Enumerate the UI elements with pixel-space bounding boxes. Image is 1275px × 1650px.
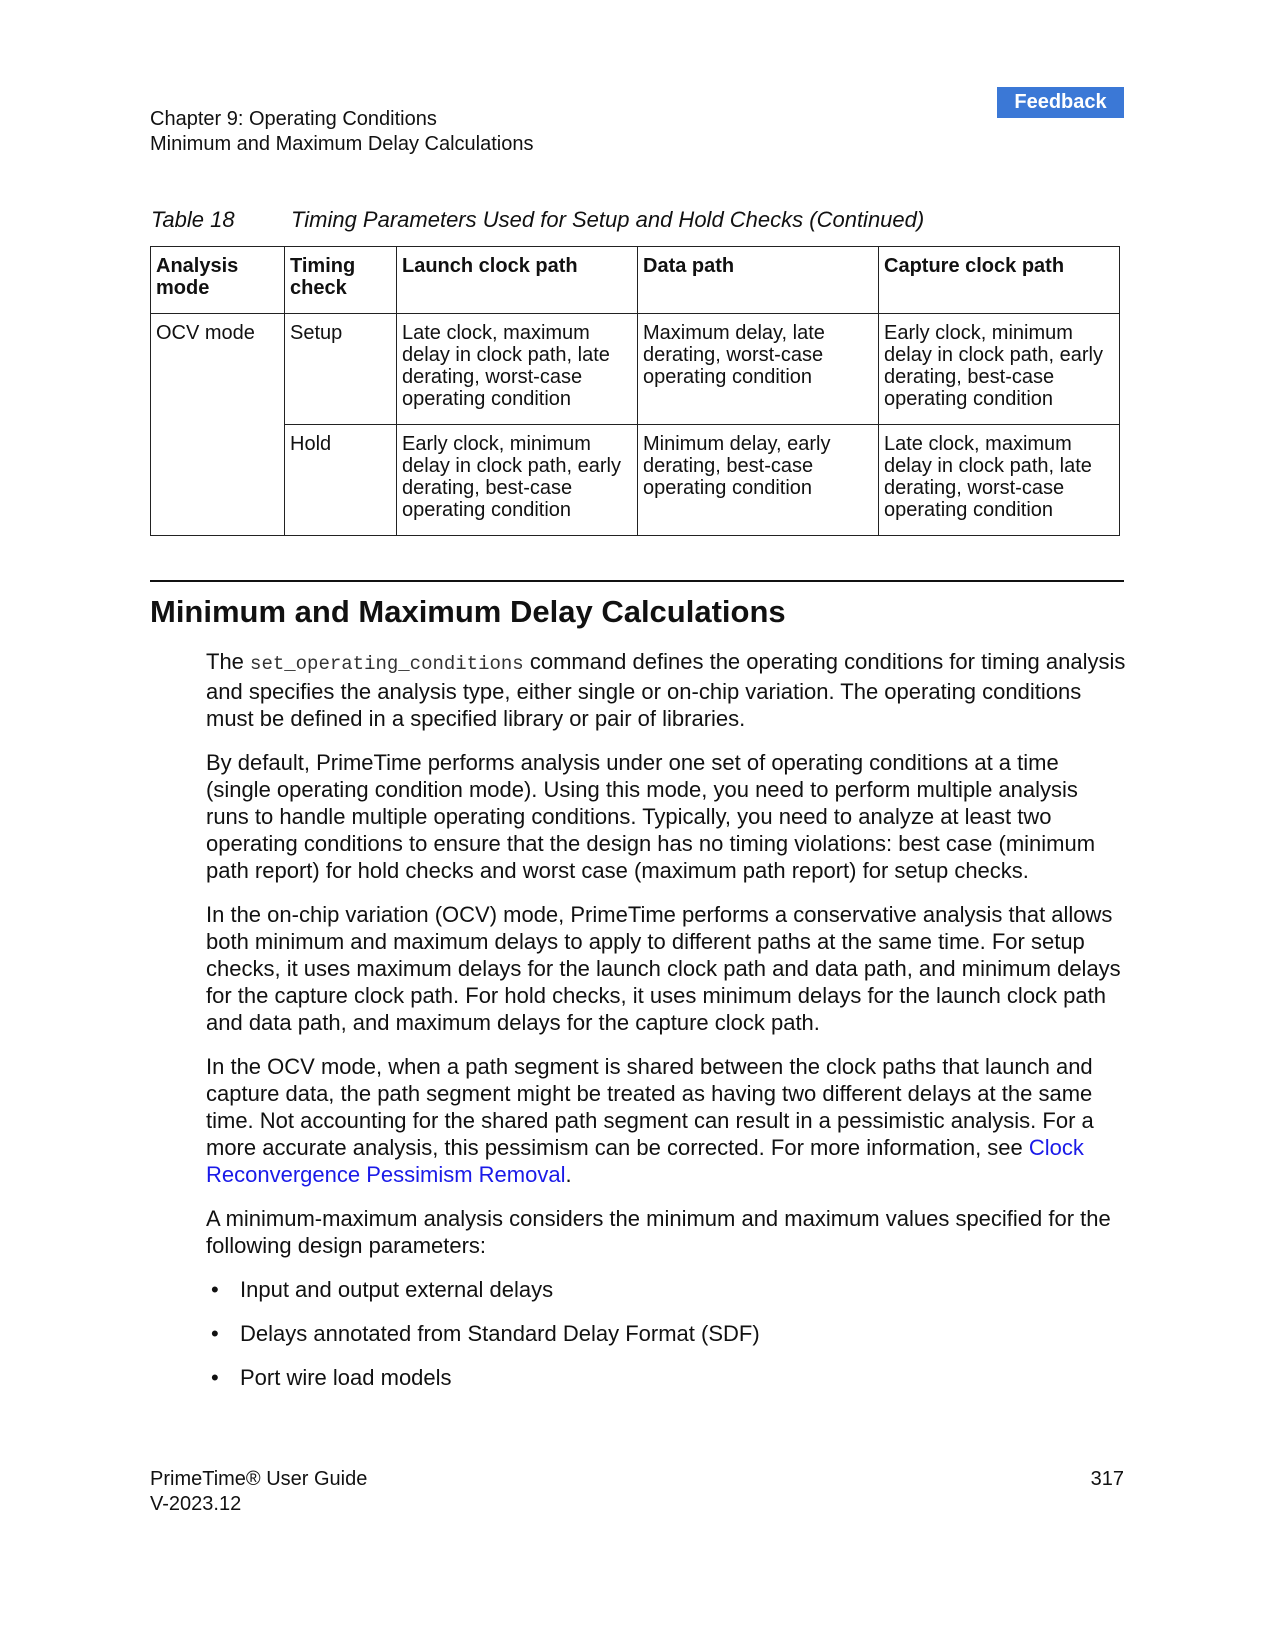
table-cell-mode: OCV mode	[151, 314, 285, 536]
list-item	[206, 1276, 1126, 1303]
paragraph	[206, 1053, 1126, 1188]
column-header: Capture clock path	[879, 247, 1120, 314]
design-parameter-list	[206, 1276, 1126, 1391]
table-cell-check: Setup	[285, 314, 397, 425]
table-cell-data: Minimum delay, early derating, best-case operating condition	[638, 425, 879, 536]
table-cell-launch: Early clock, minimum delay in clock path, early derating, best-case operating condition	[397, 425, 638, 536]
section-title: Minimum and Maximum Delay Calculations	[150, 133, 534, 155]
column-header: Data path	[638, 247, 879, 314]
table-row	[151, 425, 1120, 536]
body-text	[206, 648, 1126, 1408]
guide-title: PrimeTime® User Guide	[150, 1468, 368, 1490]
table-cell-data: Maximum delay, late derating, worst-case operating condition	[638, 314, 879, 425]
table-number: Table 18	[151, 207, 235, 232]
list-item-text: Input and output external delays	[240, 1277, 554, 1302]
table-cell-launch: Late clock, maximum delay in clock path, late derating, worst-case operating condition	[397, 314, 638, 425]
bullet-icon: •	[211, 1277, 219, 1302]
chapter-title: Chapter 9: Operating Conditions	[150, 108, 437, 130]
paragraph-text: The	[206, 649, 244, 674]
section-divider	[150, 580, 1124, 582]
footer-left	[150, 1467, 367, 1517]
column-header: Launch clock path	[397, 247, 638, 314]
paragraph	[206, 648, 1126, 732]
paragraph: By default, PrimeTime performs analysis under one set of operating conditions at a time (single operating condition mode). Using this mode, you need to perform multiple analysis runs to handle multiple operating conditions. Typically, you need to analyze at least two operating conditions to ensure that the design has no timing violations: best case (minimum path report) for hold checks and worst case (maximum path report) for setup checks.	[206, 750, 1096, 883]
list-item	[206, 1364, 1126, 1391]
feedback-button[interactable]: Feedback	[997, 87, 1124, 118]
table-caption	[151, 207, 924, 233]
paragraph: In the on-chip variation (OCV) mode, PrimeTime performs a conservative analysis that allows both minimum and maximum delays to apply to different paths at the same time. For setup checks, it uses maximum delays for the launch clock path and data path, and minimum delays for the capture clock path. For hold checks, it uses minimum delays for the launch clock path and data path, and maximum delays for the capture clock path.	[206, 902, 1121, 1035]
paragraph-text: command defines the operating conditions for timing analysis and specifies the analysis type, either single or on-chip variation. The operating conditions must be defined in a specified library or pair of libraries.	[206, 649, 1126, 731]
table-cell-capture: Early clock, minimum delay in clock path, early derating, best-case operating condition	[879, 314, 1120, 425]
paragraph-text: In the OCV mode, when a path segment is shared between the clock paths that launch and capture data, the path segment might be treated as having two different delays at the same time. Not accounting for the shared path segment can result in a pessimistic analysis. For a more accurate analysis, this pessimism can be corrected. For more information, see	[206, 1054, 1094, 1160]
timing-parameters-table	[150, 246, 1120, 536]
column-header: Analysis mode	[151, 247, 285, 314]
code-command: set_operating_conditions	[250, 653, 524, 675]
paragraph-text: .	[565, 1162, 572, 1187]
table-title: Timing Parameters Used for Setup and Hold Checks (Continued)	[291, 207, 925, 232]
column-header: Timing check	[285, 247, 397, 314]
crpr-link[interactable]: Clock Reconvergence Pessimism Removal	[206, 1135, 1084, 1187]
bullet-icon: •	[211, 1365, 219, 1390]
list-item-text: Delays annotated from Standard Delay Format (SDF)	[240, 1321, 760, 1346]
section-heading: Minimum and Maximum Delay Calculations	[150, 594, 786, 629]
table-cell-capture: Late clock, maximum delay in clock path, late derating, worst-case operating condition	[879, 425, 1120, 536]
table-cell-check: Hold	[285, 425, 397, 536]
list-item-text: Port wire load models	[240, 1365, 452, 1390]
list-item	[206, 1320, 1126, 1347]
page-number: 317	[1090, 1468, 1124, 1490]
table-header-row	[151, 247, 1120, 314]
guide-version: V-2023.12	[150, 1493, 242, 1515]
running-header	[150, 107, 533, 157]
paragraph: A minimum-maximum analysis considers the minimum and maximum values specified for the following design parameters:	[206, 1206, 1111, 1258]
bullet-icon: •	[211, 1321, 219, 1346]
table-row	[151, 314, 1120, 425]
